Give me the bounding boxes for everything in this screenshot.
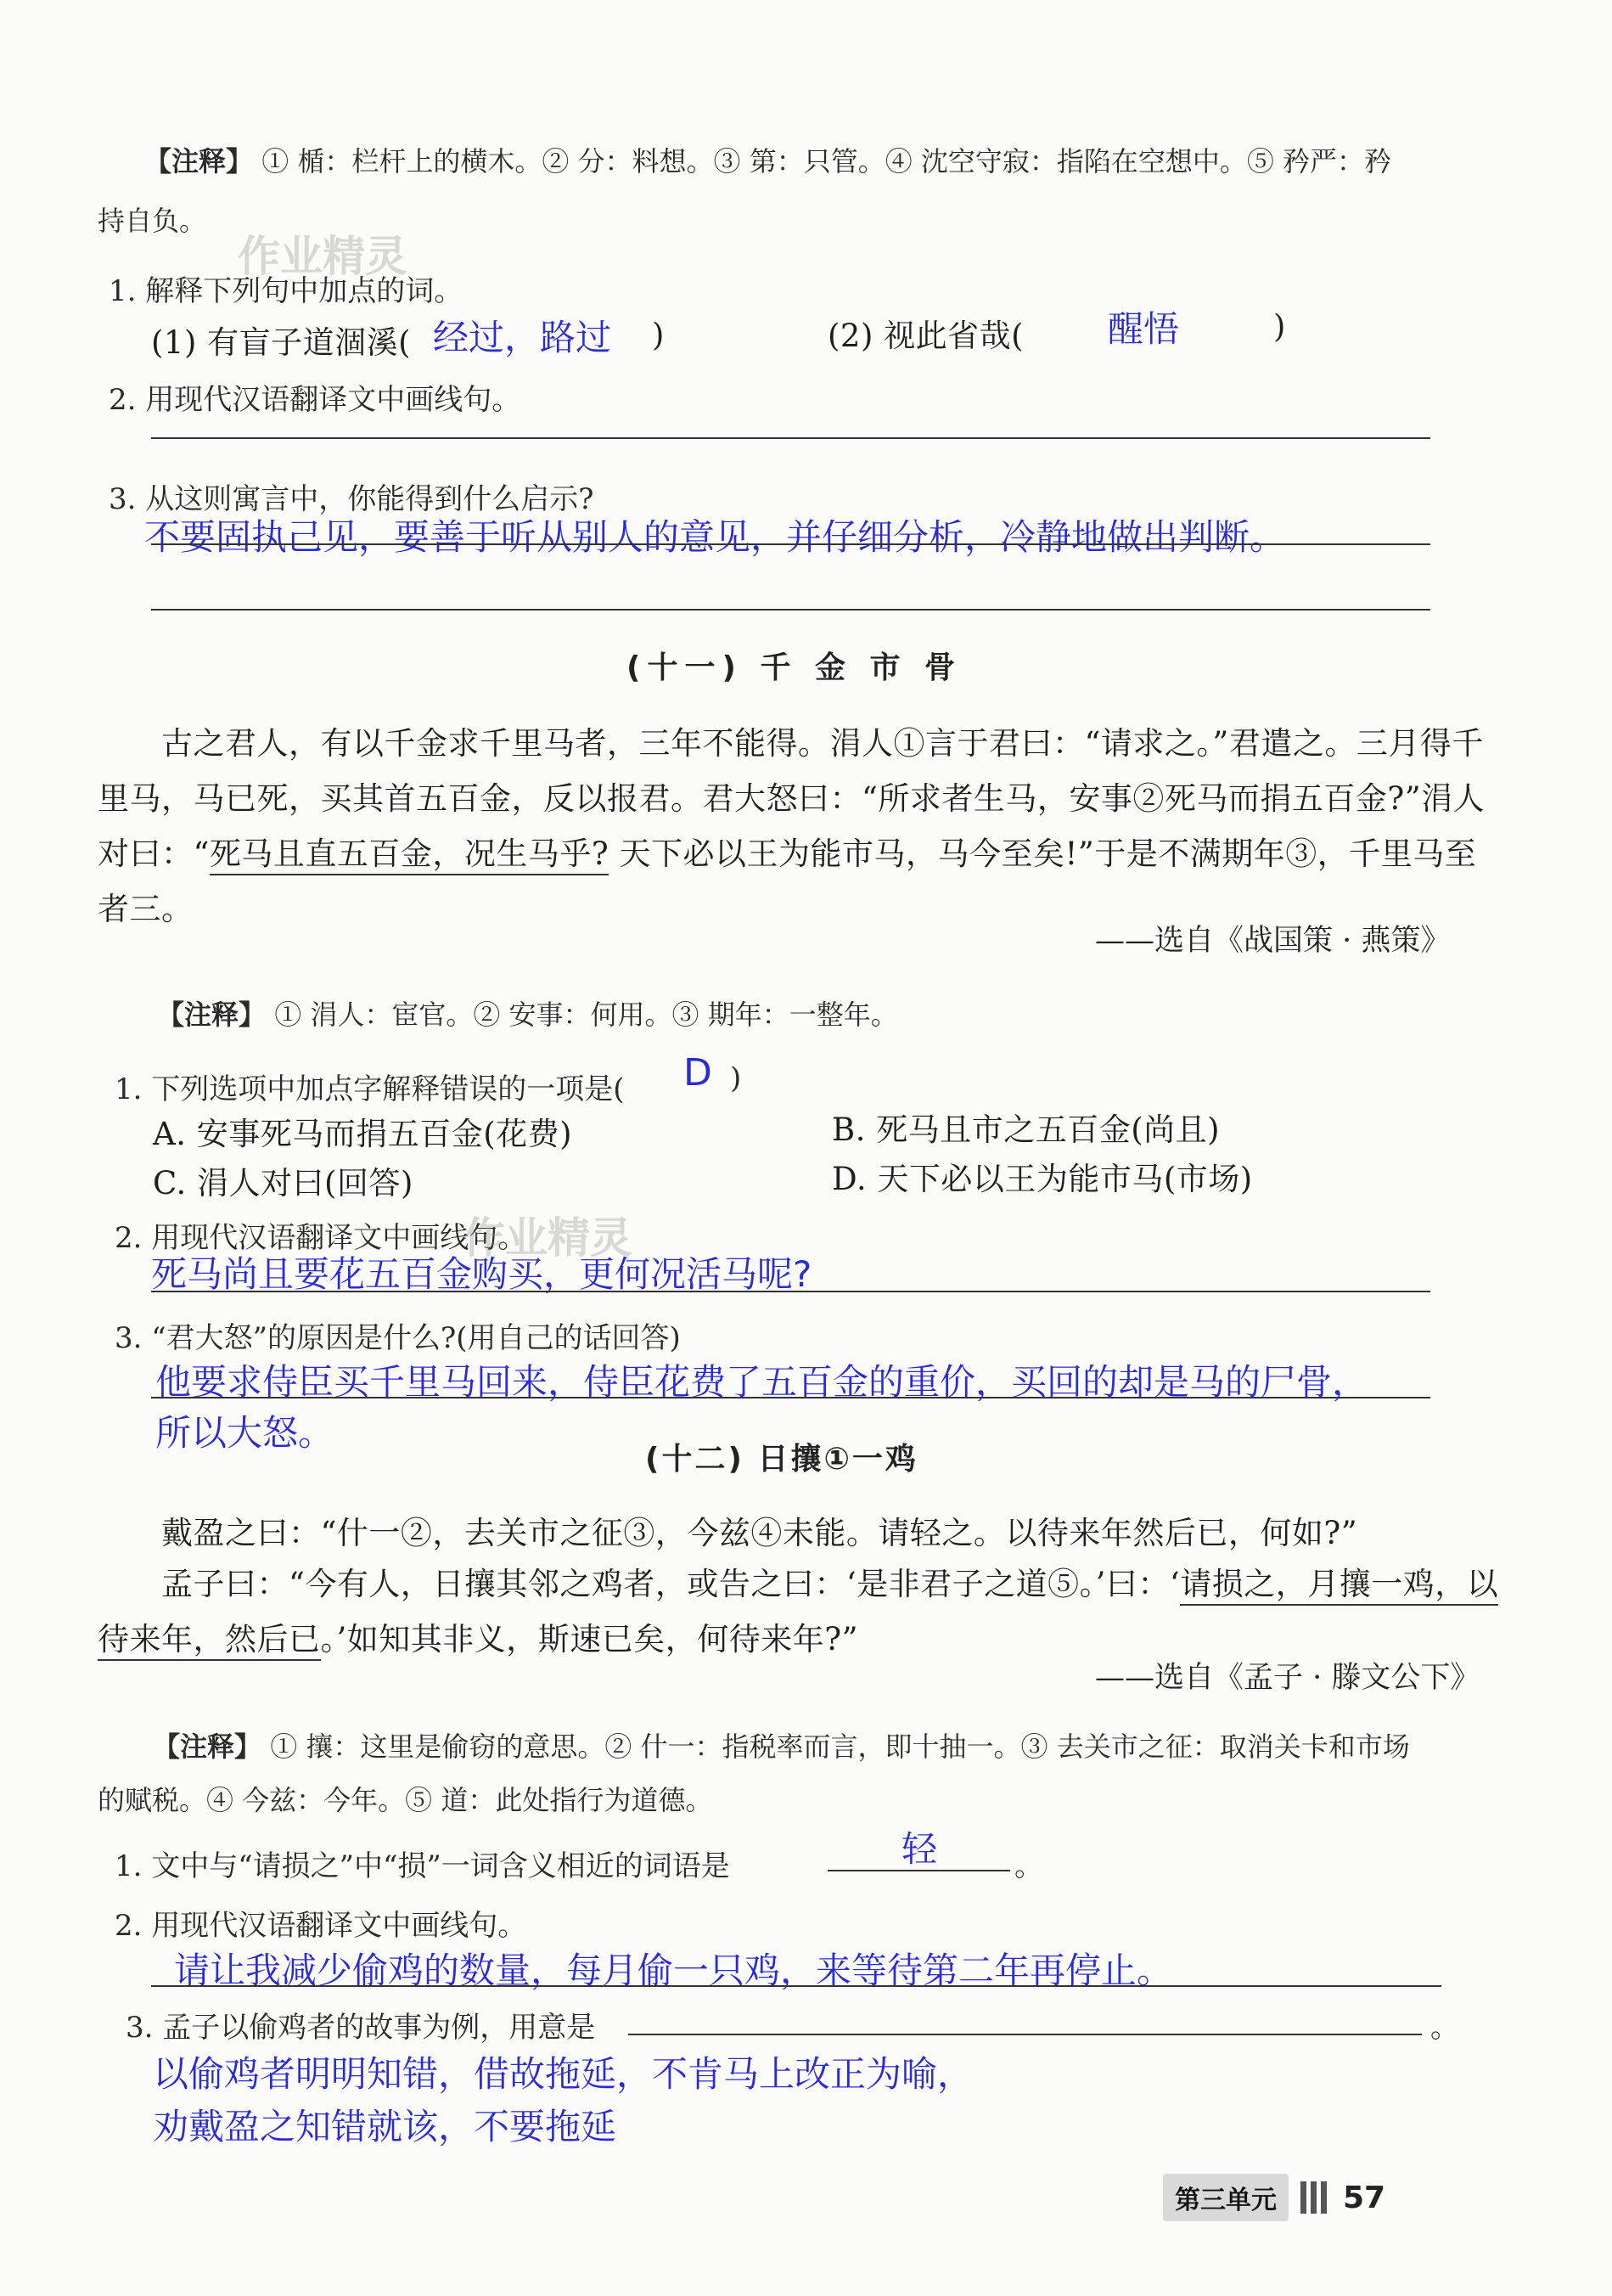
answer-line: [151, 1291, 1430, 1292]
question-3-prompt: 3. “君大怒”的原因是什么?(用自己的话回答): [115, 1321, 681, 1355]
question-3-prompt: 3. 从这则寓言中，你能得到什么启示?: [109, 482, 594, 516]
answer-2: 请让我减少偷鸡的数量，每月偷一只鸡，来等待第二年再停止。: [174, 1950, 1173, 1991]
paragraph-line: [161, 1558, 1498, 1604]
question-1-prompt: 1. 解释下列句中加点的词。: [109, 274, 463, 308]
close-paren: ): [730, 1061, 742, 1095]
end-mark: 。: [1014, 1849, 1043, 1883]
paragraph-line: [98, 828, 1476, 874]
note-text: ① 楯：栏杆上的横木。② 分：料想。③ 第：只管。④ 沈空守寂：指陷在空想中。⑤ 矜严：矜: [261, 145, 1392, 177]
answer-3-line-2: 劝戴盈之知错就该，不要拖延: [153, 2106, 617, 2147]
answer-3-line-2: 所以大怒。: [155, 1412, 334, 1454]
section-title: (十二) 日攘①一鸡: [645, 1442, 918, 1477]
note-text: ① 涓人：宦官。② 安事：何用。③ 期年：一整年。: [274, 999, 898, 1031]
note-line: [153, 1725, 1410, 1764]
answer-1: D: [683, 1051, 712, 1095]
paragraph-line: 古之君人，有以千金求千里马者，三年不能得。涓人①言于君曰：“请求之。”君遣之。三月得千: [161, 725, 1484, 762]
answer-1: 轻: [901, 1828, 938, 1870]
text: 对曰：“: [98, 836, 210, 872]
note-label: 【注释】: [157, 999, 267, 1031]
underlined-sentence: 请损之，月攘一鸡，以: [1180, 1566, 1498, 1606]
text: 天下必以王为能市马，马今至矣!”于是不满期年③，千里马至: [609, 836, 1477, 872]
answer-line: [151, 1985, 1441, 1987]
option-a: A. 安事死马而捐五百金(花费): [153, 1116, 573, 1152]
note-label: 【注释】: [144, 145, 254, 177]
note-label: 【注释】: [153, 1730, 262, 1763]
question-1b: (2) 视此省哉(: [828, 318, 1025, 354]
source: ——选自《战国策 · 燕策》: [1095, 924, 1451, 958]
paragraph-line: [98, 1613, 858, 1659]
question-1-prompt: 1. 文中与“请损之”中“损”一词含义相近的词语是: [115, 1849, 730, 1883]
note-line: [144, 140, 1391, 179]
option-c: C. 涓人对曰(回答): [153, 1165, 413, 1201]
question-2-prompt: 2. 用现代汉语翻译文中画线句。: [115, 1221, 527, 1255]
close-paren: ): [1273, 308, 1286, 345]
text: 。’如知其非义，斯速已矣，何待来年?”: [320, 1621, 859, 1657]
watermark: 作业精灵: [238, 232, 407, 281]
answer-3: 不要固执己见，要善于听从别人的意见，并仔细分析，冷静地做出判断。: [144, 516, 1286, 558]
end-mark: 。: [1430, 2011, 1459, 2045]
text: 孟子曰：“今有人，日攘其邻之鸡者，或告之曰：‘是非君子之道⑤。’曰：‘: [161, 1566, 1181, 1602]
underlined-sentence: 死马且直五百金，况生马乎?: [210, 836, 609, 875]
page-number: 57: [1343, 2180, 1386, 2215]
answer-line: [828, 1870, 1010, 1871]
note-text: ① 攘：这里是偷窃的意思。② 什一：指税率而言，即十抽一。③ 去关市之征：取消关卡和市场: [270, 1730, 1410, 1763]
answer-2: 死马尚且要花五百金购买，更何况活马呢?: [151, 1253, 812, 1295]
answer-1b: 醒悟: [1108, 308, 1180, 350]
close-paren: ): [652, 317, 665, 353]
answer-1a: 经过，路过: [433, 317, 612, 358]
note-line-2: 的赋税。④ 今兹：今年。⑤ 道：此处指行为道德。: [98, 1784, 713, 1816]
question-2-prompt: 2. 用现代汉语翻译文中画线句。: [115, 1909, 527, 1943]
paragraph-line: 里马，马已死，买其首五百金，反以报君。君大怒曰：“所求者生马，安事②死马而捐五百金?”涓人: [98, 780, 1486, 817]
note-line: [157, 993, 898, 1033]
question-1a: [151, 317, 411, 363]
paragraph-line: 者三。: [98, 891, 194, 927]
option-d: D. 天下必以王为能市马(市场): [832, 1161, 1253, 1197]
underlined-sentence: 待来年，然后已: [98, 1621, 321, 1661]
answer-line: [151, 543, 1430, 545]
note-line-2: 持自负。: [98, 205, 207, 237]
divider-bars: [1300, 2181, 1331, 2214]
answer-line: [628, 2034, 1422, 2035]
question-1-prompt: 1. 下列选项中加点字解释错误的一项是(: [115, 1072, 625, 1106]
answer-line: [151, 437, 1430, 439]
watermark: 作业精灵: [463, 1213, 632, 1263]
unit-label: 第三单元: [1163, 2174, 1289, 2221]
question-3-prompt: 3. 孟子以偷鸡者的故事为例，用意是: [126, 2011, 596, 2045]
page-footer: [1163, 2174, 1385, 2221]
answer-3-line-1: 他要求侍臣买千里马回来，侍臣花费了五百金的重价，买回的却是马的尸骨，: [155, 1361, 1368, 1403]
section-title: (十一) 千 金 市 骨: [626, 650, 963, 685]
question-1a-text: (1) 有盲子道涸溪(: [151, 324, 412, 361]
question-2-prompt: 2. 用现代汉语翻译文中画线句。: [109, 383, 521, 417]
answer-line: [151, 609, 1430, 611]
answer-line: [151, 1397, 1430, 1398]
option-b: B. 死马且市之五百金(尚且): [832, 1111, 1221, 1148]
answer-3-line-1: 以偷鸡者明明知错，借故拖延，不肯马上改正为喻，: [153, 2053, 974, 2095]
source: ——选自《孟子 · 滕文公下》: [1095, 1661, 1480, 1695]
paragraph-line: 戴盈之曰：“什一②，去关市之征③，今兹④未能。请轻之。以待来年然后已，何如?”: [161, 1515, 1358, 1551]
